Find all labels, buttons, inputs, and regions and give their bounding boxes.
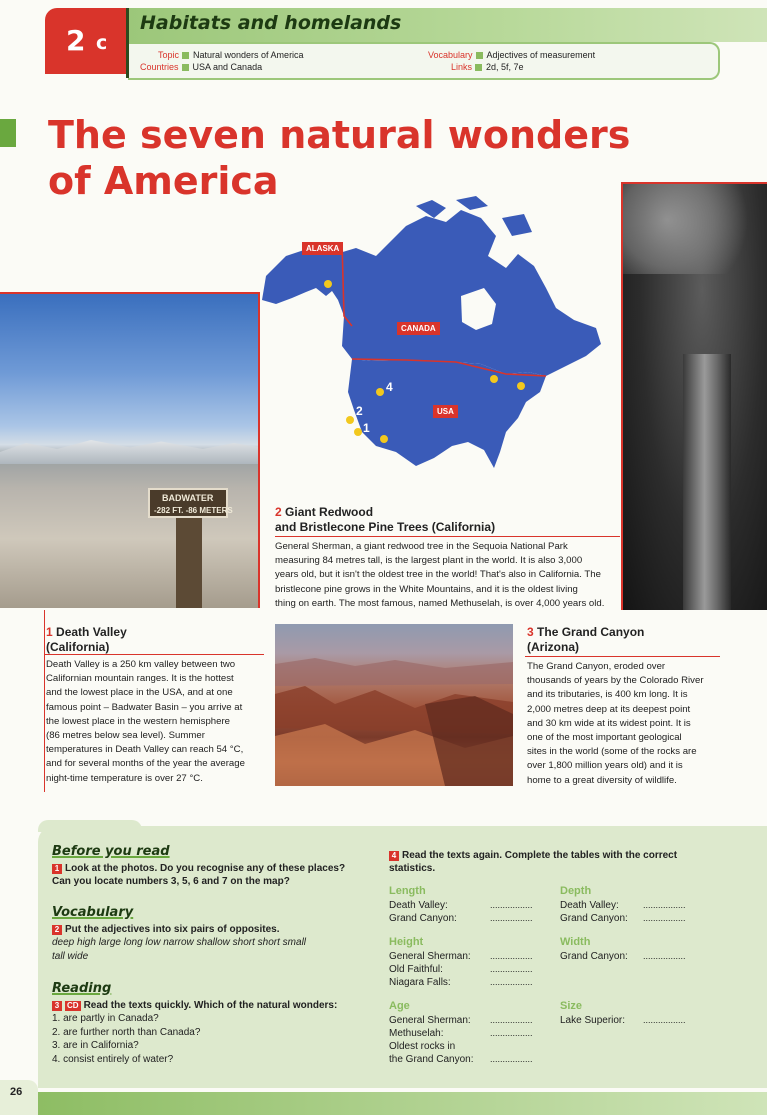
vocabulary-word-list bbox=[52, 936, 377, 963]
links-row bbox=[451, 62, 524, 72]
vocabulary-key: Vocabulary bbox=[428, 50, 473, 60]
sign-line-1: BADWATER bbox=[162, 493, 214, 503]
map-number-2: 2 bbox=[356, 404, 363, 418]
answer-blank[interactable]: ................. bbox=[490, 913, 533, 923]
article2-title bbox=[275, 505, 495, 535]
article2-body bbox=[275, 540, 620, 611]
list-item: 2. are further north than Canada? bbox=[52, 1026, 201, 1038]
article1-number: 1 bbox=[46, 625, 53, 639]
article1-line: Californian mountain ranges. It is the hottest bbox=[46, 673, 234, 685]
article3-line: The Grand Canyon, eroded over bbox=[527, 661, 666, 672]
height-row-label: Niagara Falls: bbox=[389, 977, 451, 988]
map-label-canada: CANADA bbox=[397, 322, 440, 335]
north-america-map bbox=[256, 196, 608, 486]
length-row-label: Death Valley: bbox=[389, 900, 448, 911]
title-line-2: of America bbox=[48, 159, 279, 203]
word-list-line: tall wide bbox=[52, 950, 89, 962]
bullet-icon bbox=[475, 64, 482, 71]
countries-value: USA and Canada bbox=[192, 62, 263, 72]
exercise-1-number: 1 bbox=[52, 864, 62, 874]
sign-line-2: -282 FT. -86 METERS bbox=[154, 506, 233, 515]
map-label-alaska: ALASKA bbox=[302, 242, 343, 255]
map-dot-4 bbox=[376, 388, 384, 396]
before-you-read-heading: Before you read bbox=[52, 844, 170, 859]
exercise-4-number: 4 bbox=[389, 851, 399, 861]
length-row-label: Grand Canyon: bbox=[389, 913, 457, 924]
article1-side-rule bbox=[44, 610, 45, 792]
canyon-layers bbox=[275, 624, 513, 786]
height-row-label: Old Faithful: bbox=[389, 964, 443, 975]
article2-rule bbox=[275, 536, 620, 537]
article2-line: thing on earth. The most famous, named Methuselah, is over 4,000 years old. bbox=[275, 597, 605, 609]
age-row-label: Oldest rocks in bbox=[389, 1041, 456, 1052]
footer-bar bbox=[0, 1092, 767, 1115]
age-row-label: the Grand Canyon: bbox=[389, 1054, 474, 1065]
depth-row-label: Death Valley: bbox=[560, 900, 619, 911]
answer-blank[interactable]: ................. bbox=[490, 1028, 533, 1038]
article3-line: 2,000 metres deep at its deepest point bbox=[527, 703, 691, 715]
article3-title-a: The Grand Canyon bbox=[537, 625, 645, 639]
links-key: Links bbox=[451, 62, 473, 72]
page-number: 26 bbox=[10, 1086, 23, 1098]
exercise-3-number: 3 bbox=[52, 1001, 62, 1011]
article3-rule bbox=[525, 656, 720, 657]
size-row-label: Lake Superior: bbox=[560, 1015, 626, 1026]
header-divider bbox=[126, 8, 129, 78]
article2-line: measuring 84 metres tall, is the largest plant in the world. It is also 3,000 bbox=[275, 555, 583, 567]
answer-blank[interactable]: ................. bbox=[490, 964, 533, 974]
bullet-icon bbox=[476, 52, 483, 59]
tree-trunk bbox=[683, 354, 731, 610]
countries-key: Countries bbox=[140, 62, 179, 72]
topic-key: Topic bbox=[158, 50, 180, 60]
badwater-sign bbox=[148, 488, 233, 518]
article3-title bbox=[527, 625, 644, 655]
article1-title-b: (California) bbox=[46, 640, 110, 654]
answer-blank[interactable]: ................. bbox=[490, 977, 533, 987]
article1-line: famous point – Badwater Basin – you arrive at bbox=[46, 701, 243, 713]
height-heading: Height bbox=[389, 936, 424, 948]
grand-canyon-photo bbox=[275, 624, 513, 786]
map-label-usa: USA bbox=[433, 405, 458, 418]
bullet-icon bbox=[182, 52, 189, 59]
map-canada-alaska bbox=[262, 210, 601, 376]
map-dot-east bbox=[380, 435, 388, 443]
exercise-4-line: statistics. bbox=[389, 863, 436, 874]
links-value: 2d, 5f, 7e bbox=[486, 62, 524, 72]
article1-line: (86 metres below sea level). Summer bbox=[46, 730, 205, 742]
unit-title: Habitats and homelands bbox=[140, 12, 402, 34]
map-dot-2 bbox=[346, 416, 354, 424]
giant-redwood-photo bbox=[621, 182, 767, 610]
article2-line: bristlecone pine grows in the White Mountains, and it is the oldest living bbox=[275, 583, 578, 595]
unit-letter: c bbox=[96, 32, 108, 54]
article1-line: and the lowest place in the USA, and at one bbox=[46, 687, 233, 699]
exercise-4-line: Read the texts again. Complete the tables with the correct bbox=[402, 850, 678, 861]
article3-number: 3 bbox=[527, 625, 534, 639]
mountains bbox=[0, 434, 260, 464]
answer-blank[interactable]: ................. bbox=[643, 951, 686, 961]
height-row-label: General Sherman: bbox=[389, 951, 471, 962]
article2-title-b: and Bristlecone Pine Trees (California) bbox=[275, 520, 496, 534]
article2-number: 2 bbox=[275, 505, 282, 519]
answer-blank[interactable]: ................. bbox=[643, 900, 686, 910]
exercise-1-question bbox=[52, 862, 372, 888]
title-line-1: The seven natural wonders bbox=[48, 113, 631, 157]
length-heading: Length bbox=[389, 885, 426, 897]
map-dot-niagara bbox=[517, 382, 525, 390]
map-number-4: 4 bbox=[386, 380, 393, 394]
article3-title-b: (Arizona) bbox=[527, 640, 579, 654]
map-dot-alaska bbox=[324, 280, 332, 288]
article3-line: and 30 km wide at its widest point. It is bbox=[527, 717, 691, 729]
age-row-label: Methuselah: bbox=[389, 1028, 444, 1039]
width-row-label: Grand Canyon: bbox=[560, 951, 628, 962]
article1-line: temperatures in Death Valley can reach 54 °C, bbox=[46, 744, 244, 756]
unit-badge bbox=[45, 8, 128, 74]
article3-body bbox=[527, 660, 727, 788]
word-list-line: deep high large long low narrow shallow short short small bbox=[52, 937, 307, 948]
article1-title-a: Death Valley bbox=[56, 625, 127, 639]
topic-row bbox=[158, 50, 304, 60]
answer-blank[interactable]: ................. bbox=[490, 1015, 533, 1025]
exercise-3-question bbox=[52, 999, 372, 1012]
list-item: 4. consist entirely of water? bbox=[52, 1053, 174, 1065]
exercise-2-question bbox=[52, 923, 372, 936]
article1-body bbox=[46, 658, 268, 786]
article1-title bbox=[46, 625, 127, 655]
age-row-label: General Sherman: bbox=[389, 1015, 471, 1026]
article1-line: the lowest place in the western hemisphere bbox=[46, 715, 230, 727]
exercise-1-line: Can you locate numbers 3, 5, 6 and 7 on the map? bbox=[52, 876, 290, 887]
exercise-1-line: Look at the photos. Do you recognise any of these places? bbox=[65, 863, 346, 874]
article2-line: years old, but it isn't the oldest tree in the world! That's also in California. The bbox=[275, 569, 601, 581]
canopy-light bbox=[623, 184, 767, 274]
exercise-3-text: Read the texts quickly. Which of the natural wonders: bbox=[83, 1000, 338, 1011]
page-title bbox=[48, 112, 688, 204]
countries-row bbox=[140, 62, 262, 72]
death-valley-photo bbox=[0, 292, 260, 608]
list-item: 1. are partly in Canada? bbox=[52, 1013, 159, 1024]
exercise-2-text: Put the adjectives into six pairs of opposites. bbox=[65, 924, 280, 935]
vocabulary-row bbox=[428, 50, 595, 60]
list-item: 3. are in California? bbox=[52, 1040, 139, 1051]
age-heading: Age bbox=[389, 1000, 410, 1012]
article2-line: General Sherman, a giant redwood tree in the Sequoia National Park bbox=[275, 541, 568, 552]
answer-blank[interactable]: ................. bbox=[490, 951, 533, 961]
article1-line: and for several months of the year the average bbox=[46, 758, 245, 770]
exercise-2-number: 2 bbox=[52, 925, 62, 935]
vocabulary-value: Adjectives of measurement bbox=[486, 50, 596, 60]
page-number-box bbox=[0, 1080, 38, 1115]
topic-value: Natural wonders of America bbox=[193, 50, 304, 60]
bullet-icon bbox=[182, 64, 189, 71]
article1-line: Death Valley is a 250 km valley between two bbox=[46, 659, 236, 670]
depth-heading: Depth bbox=[560, 885, 592, 897]
article2-title-a: Giant Redwood bbox=[285, 505, 374, 519]
answer-blank[interactable]: ................. bbox=[643, 1015, 686, 1025]
exercise-4-question bbox=[389, 849, 719, 875]
article3-line: home to a great diversity of wildlife. bbox=[527, 774, 677, 786]
article3-line: and its tributaries, is 400 km long. It is bbox=[527, 689, 688, 701]
article1-line: night-time temperature is over 27 °C. bbox=[46, 772, 203, 784]
map-dot-1 bbox=[354, 428, 362, 436]
cd-icon: CD bbox=[67, 1001, 79, 1010]
depth-row-label: Grand Canyon: bbox=[560, 913, 628, 924]
article3-line: one of the most important geological bbox=[527, 732, 682, 744]
section-marker bbox=[0, 119, 16, 147]
vocabulary-heading: Vocabulary bbox=[52, 905, 134, 920]
answer-blank[interactable]: ................. bbox=[643, 913, 686, 923]
map-dot-great-lakes bbox=[490, 375, 498, 383]
article1-rule bbox=[44, 654, 264, 655]
header-info-box bbox=[128, 42, 720, 80]
sign-post bbox=[176, 518, 202, 608]
unit-number: 2 bbox=[66, 24, 86, 57]
width-heading: Width bbox=[560, 936, 591, 948]
answer-blank[interactable]: ................. bbox=[490, 900, 533, 910]
article3-line: over 1,800 million years old) and it is bbox=[527, 760, 683, 772]
article3-line: thousands of years by the Colorado River bbox=[527, 675, 704, 687]
article3-line: sites in the world (some of the rocks are bbox=[527, 746, 697, 758]
reading-heading: Reading bbox=[52, 981, 112, 996]
answer-blank[interactable]: ................. bbox=[490, 1054, 533, 1064]
exercise-3-items bbox=[52, 1012, 372, 1066]
map-number-1: 1 bbox=[363, 421, 370, 435]
size-heading: Size bbox=[560, 1000, 583, 1012]
